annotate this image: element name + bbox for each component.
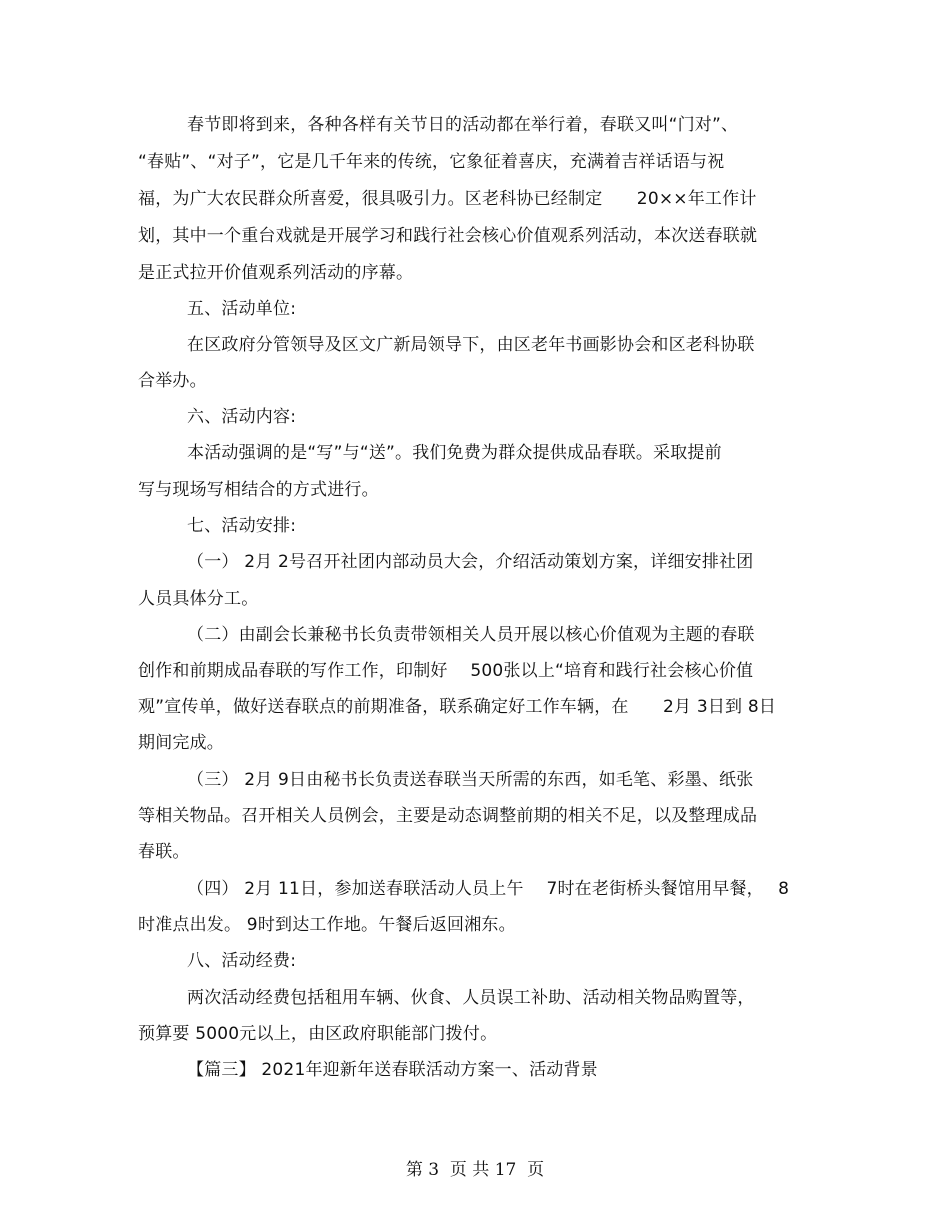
paragraph-line: （二）由副会长兼秘书长负责带领相关人员开展以核心价值观为主题的春联 xyxy=(187,625,755,645)
paragraph-line: 等相关物品。召开相关人员例会，主要是动态调整前期的相关不足，以及整理成品 xyxy=(138,806,758,826)
paragraph-line: 观”宣传单，做好送春联点的前期准备，联系确定好工作车辆，在 2月 3日到 8日 xyxy=(138,697,777,717)
paragraph-line: （三） 2月 9日由秘书长负责送春联当天所需的东西，如毛笔、彩墨、纸张 xyxy=(187,770,754,790)
paragraph-line: 预算要 5000元以上，由区政府职能部门拨付。 xyxy=(138,1024,498,1044)
paragraph-line: （四） 2月 11日，参加送春联活动人员上午 7时在老街桥头餐馆用早餐， 8 xyxy=(187,879,790,899)
section-heading: 八、活动经费: xyxy=(187,951,297,971)
paragraph-line: 春联。 xyxy=(138,842,190,862)
paragraph-line: 合举办。 xyxy=(138,371,207,391)
paragraph-line: （一） 2月 2号召开社团内部动员大会，介绍活动策划方案，详细安排社团 xyxy=(187,552,754,572)
paragraph-line: 时准点出发。 9时到达工作地。午餐后返回湘东。 xyxy=(138,915,516,935)
paragraph-line: 本活动强调的是“写”与“送”。我们免费为群众提供成品春联。采取提前 xyxy=(187,443,722,463)
paragraph-line: 是正式拉开价值观系列活动的序幕。 xyxy=(138,263,414,283)
paragraph-line: 创作和前期成品春联的写作工作，印制好 500张以上“培育和践行社会核心价值 xyxy=(138,661,754,681)
paragraph-line: “春贴”、“对子”，它是几千年来的传统，它象征着喜庆，充满着吉祥话语与祝 xyxy=(138,152,725,172)
section-heading: 六、活动内容: xyxy=(187,407,297,427)
paragraph-line: 福，为广大农民群众所喜爱，很具吸引力。区老科协已经制定 20××年工作计 xyxy=(138,189,757,209)
paragraph-line: 期间完成。 xyxy=(138,733,224,753)
paragraph-line: 写与现场写相结合的方式进行。 xyxy=(138,480,379,500)
section-heading: 【篇三】 2021年迎新年送春联活动方案一、活动背景 xyxy=(187,1060,598,1080)
paragraph-line: 在区政府分管领导及区文广新局领导下，由区老年书画影协会和区老科协联 xyxy=(187,335,755,355)
page-number-footer: 第 3 页 共 17 页 xyxy=(405,1160,545,1180)
paragraph-line: 划，其中一个重台戏就是开展学习和践行社会核心价值观系列活动，本次送春联就 xyxy=(138,226,758,246)
paragraph-line: 两次活动经费包括租用车辆、伙食、人员误工补助、活动相关物品购置等， xyxy=(187,988,755,1008)
section-heading: 五、活动单位: xyxy=(187,299,297,319)
section-heading: 七、活动安排: xyxy=(187,516,297,536)
paragraph-line: 人员具体分工。 xyxy=(138,589,259,609)
paragraph-line: 春节即将到来，各种各样有关节日的活动都在举行着，春联又叫“门对”、 xyxy=(187,115,739,135)
